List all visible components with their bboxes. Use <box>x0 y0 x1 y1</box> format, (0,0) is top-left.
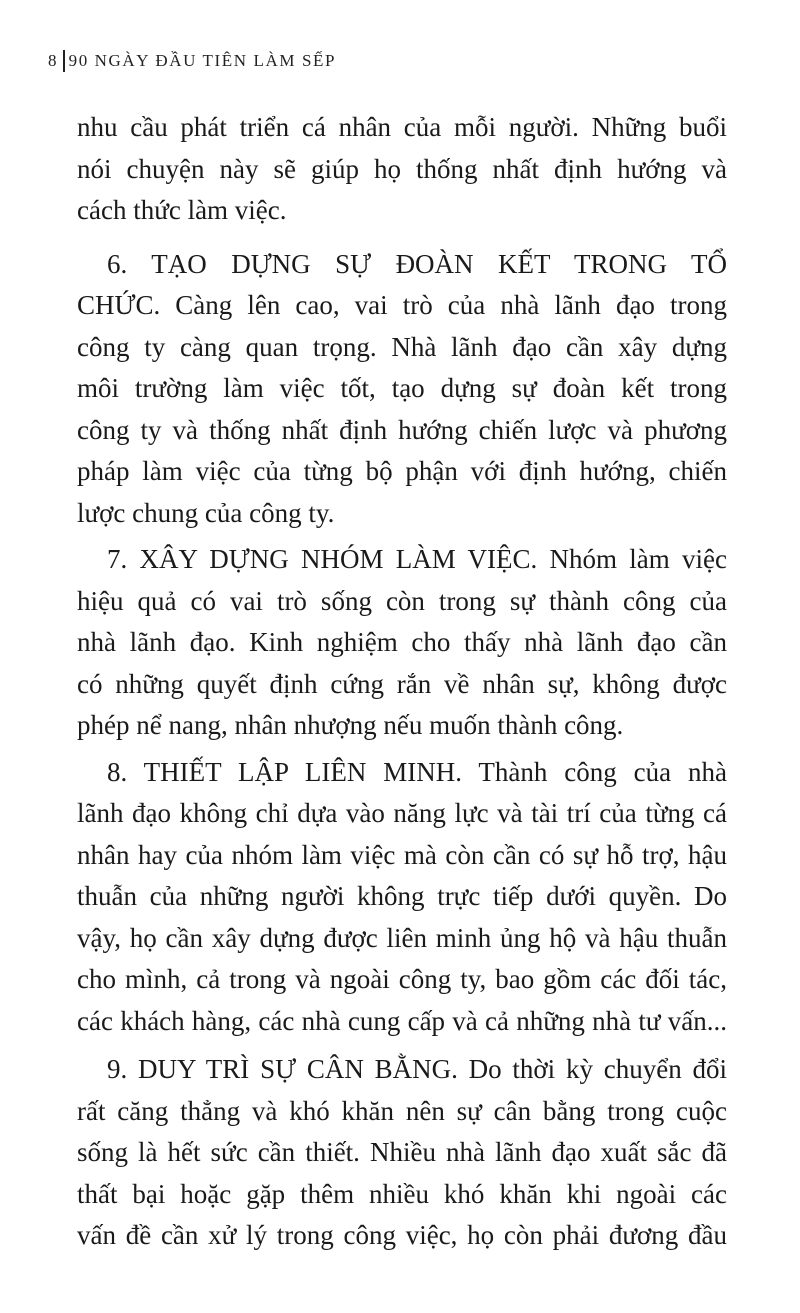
running-header <box>48 50 336 72</box>
paragraph-continuation <box>77 107 727 232</box>
book-title: 90 NGÀY ĐẦU TIÊN LÀM SẾP <box>68 51 337 70</box>
text-line: 6. TẠO DỰNG SỰ ĐOÀN KẾT TRONG TỔ <box>107 248 727 279</box>
text-line: lãnh đạo không chỉ dựa vào năng lực và tài trí của từng cá <box>77 798 727 828</box>
text-line: nhu cầu phát triển cá nhân của mỗi người. Những buổi <box>77 112 727 142</box>
text-line: nhân hay của nhóm làm việc mà còn cần có sự hỗ trợ, hậu <box>77 839 727 870</box>
text-line: sống là hết sức cần thiết. Nhiều nhà lãnh đạo xuất sắc đã <box>77 1137 727 1167</box>
page-body <box>77 107 727 1257</box>
text-line: môi trường làm việc tốt, tạo dựng sự đoàn kết trong <box>77 373 727 403</box>
paragraph-item-7 <box>77 539 727 747</box>
text-line: có những quyết định cứng rắn về nhân sự, không được <box>77 668 727 699</box>
text-line: CHỨC. Càng lên cao, vai trò của nhà lãnh đạo trong <box>77 290 727 320</box>
text-line: nói chuyện này sẽ giúp họ thống nhất định hướng và <box>77 153 727 184</box>
text-line: 8. THIẾT LẬP LIÊN MINH. Thành công của nhà <box>107 756 727 787</box>
text-line: phép nể nang, nhân nhượng nếu muốn thành công. <box>77 710 624 740</box>
text-line: pháp làm việc của từng bộ phận với định hướng, chiến <box>77 456 727 486</box>
text-line: vấn đề cần xử lý trong công việc, họ còn phải đương đầu <box>77 1220 727 1250</box>
header-divider <box>63 50 65 72</box>
text-line: rất căng thẳng và khó khăn nên sự cân bằng trong cuộc <box>77 1095 727 1126</box>
text-line: thuẫn của những người không trực tiếp dưới quyền. Do <box>77 881 727 911</box>
text-line: cho mình, cả trong và ngoài công ty, bao gồm các đối tác, <box>77 964 727 994</box>
text-line: hiệu quả có vai trò sống còn trong sự thành công của <box>77 585 727 616</box>
text-line: lược chung của công ty. <box>77 497 335 528</box>
page-number: 8 <box>48 51 59 70</box>
text-line: nhà lãnh đạo. Kinh nghiệm cho thấy nhà lãnh đạo cần <box>77 627 727 657</box>
paragraph-item-8 <box>77 752 727 1043</box>
paragraph-item-9 <box>77 1049 727 1257</box>
text-line: 7. XÂY DỰNG NHÓM LÀM VIỆC. Nhóm làm việc <box>107 544 727 574</box>
text-line: thất bại hoặc gặp thêm nhiều khó khăn khi ngoài các <box>77 1178 727 1209</box>
text-line: các khách hàng, các nhà cung cấp và cả những nhà tư vấn... <box>77 1005 727 1036</box>
text-line: vậy, họ cần xây dựng được liên minh ủng hộ và hậu thuẫn <box>77 922 727 953</box>
text-line: công ty càng quan trọng. Nhà lãnh đạo cần xây dựng <box>77 331 727 362</box>
text-line: cách thức làm việc. <box>77 195 287 225</box>
paragraph-item-6 <box>77 244 727 535</box>
text-line: công ty và thống nhất định hướng chiến lược và phương <box>77 414 727 445</box>
text-line: 9. DUY TRÌ SỰ CÂN BẰNG. Do thời kỳ chuyển đổi <box>107 1054 727 1084</box>
